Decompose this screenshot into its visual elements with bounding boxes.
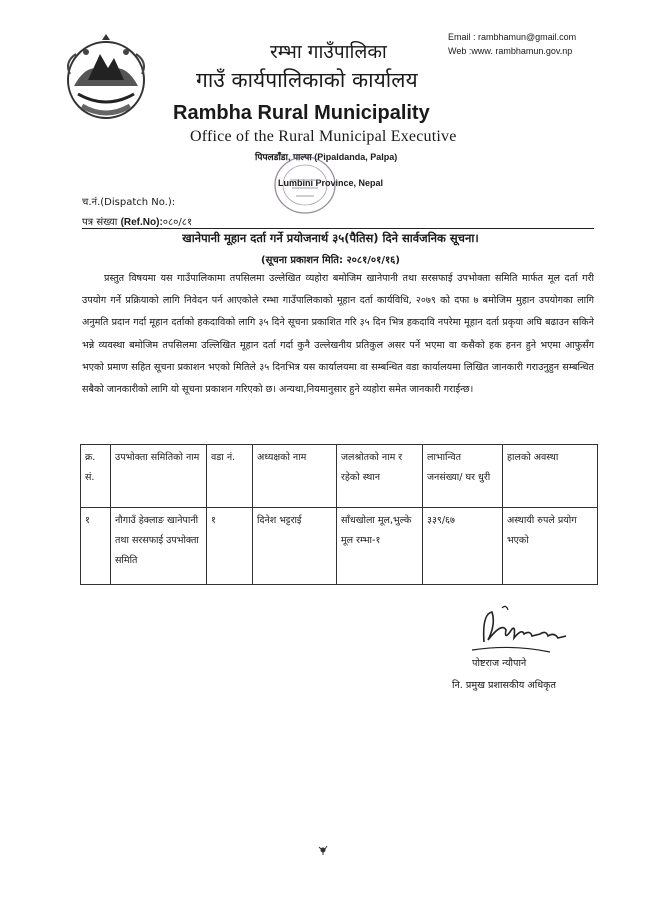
signer-designation: नि. प्रमुख प्रशासकीय अधिकृत (452, 680, 556, 691)
address-line-2: Lumbini Province, Nepal (278, 178, 384, 188)
header-committee-name: उपभोक्ता समितिको नाम (111, 445, 207, 508)
office-round-stamp-icon (262, 152, 348, 218)
details-table (80, 444, 598, 585)
address-line-1: पिपलडाँडा, पाल्पा (Pipaldanda, Palpa) (255, 152, 398, 162)
office-name-nepali: गाउँ कार्यपालिकाको कार्यालय (196, 68, 418, 92)
contact-info (448, 30, 576, 58)
cell-chairperson: दिनेश भट्टराई (253, 508, 337, 585)
header-water-source: जलश्रोतको नाम र रहेको स्थान (337, 445, 423, 508)
reference-number (82, 214, 192, 228)
header-status: हालको अवस्था (503, 445, 598, 508)
cell-serial: १ (81, 508, 111, 585)
ref-value: ०८०/८१ (162, 217, 193, 228)
publication-date: (सूचना प्रकाशन मिति: २०८१/०१/१६) (261, 255, 400, 266)
signer-name: पोष्टराज न्यौपाने (472, 658, 527, 669)
municipality-name-english: Rambha Rural Municipality (173, 102, 430, 124)
cell-ward-no: १ (207, 508, 253, 585)
cell-water-source: साँधखोला मूल,भुल्के मूल रम्भा-१ (337, 508, 423, 585)
table-row (81, 508, 598, 585)
notice-title: खानेपानी मूहान दर्ता गर्ने प्रयोजनार्थ ३५(पैतिस) दिने सार्वजनिक सूचना। (182, 231, 479, 245)
ink-spot-icon (316, 843, 330, 857)
header-divider (82, 228, 594, 229)
header-ward-no: वडा नं. (207, 445, 253, 508)
email-line: Email : rambhamun@gmail.com (448, 32, 577, 42)
ref-label-english: (Ref.No): (120, 217, 163, 228)
cell-status: अस्थायी रुपले प्रयोग भएको (503, 508, 598, 585)
cell-committee-name: नौगाउँ हेक्लाङ खानेपानी तथा सरसफाई उपभोक्ता समिति (111, 508, 207, 585)
ref-label-nepali: पत्र संख्या (82, 217, 121, 228)
municipality-name-nepali: रम्भा गाउँपालिका (270, 41, 387, 63)
nepal-government-emblem-icon (58, 32, 154, 124)
header-beneficiaries: लाभान्वित जनसंख्या/ घर धुरी (423, 445, 503, 508)
dispatch-number: च.नं.(Dispatch No.): (82, 197, 176, 208)
table-header-row (81, 445, 598, 508)
notice-body: प्रस्तुत विषयमा यस गाउँपालिकामा तपसिलमा उल्लेखित व्यहोरा बमोजिम खानेपानी तथा सरसफाई उपभोक्ता समिति मार्फत मूल दर्ता गरी उपयोग गर्ने प्रक्रियाको लागि निवेदन पर्न आएकोले रम्भा गाउँपालिकाको मूहान दर्ता कार्यविधि, २०७९ को दफा ७ बमोजिम मुहान उपयोगका लागि अनुमति प्रदान गर्दा मूहान दर्ताको हकदाविको लागि ३५ दिने सूचना प्रकाशित गरि ३५ दिन भित्र हकदावि नपरेमा मूहान दर्ता प्रकृया अघि बढाउन सकिने भन्ने व्यवस्था बमोजिम तपसिलमा उल्लिखित मूहान दर्ता गर्दा कुनै उल्लेखनीय प्रतिकुल असर पर्ने भएमा वा कसैको हक हनन हुने भएमा आफुसँग भएको प्रमाण सहित सूचना प्रकाशन भएको मितिले ३५ दिनभित्र यस कार्यालयमा वा सम्बन्धित वडा कार्यालयमा लिखित जानकारी गराउनुहुन सम्बन्धित सबैको जानकारीको लागि यो सूचना प्रकाशन गरिएको छ। अन्यथा,नियमानुसार हुने व्यहोरा समेत जानकारी गराईन्छ। (82, 273, 594, 396)
office-name-english: Office of the Rural Municipal Executive (190, 128, 457, 145)
header-chairperson: अध्यक्षको नाम (253, 445, 337, 508)
web-line: Web :www. rambhamun.gov.np (448, 46, 573, 56)
cell-beneficiaries: ३३९/६७ (423, 508, 503, 585)
header-serial: क्र. सं. (81, 445, 111, 508)
